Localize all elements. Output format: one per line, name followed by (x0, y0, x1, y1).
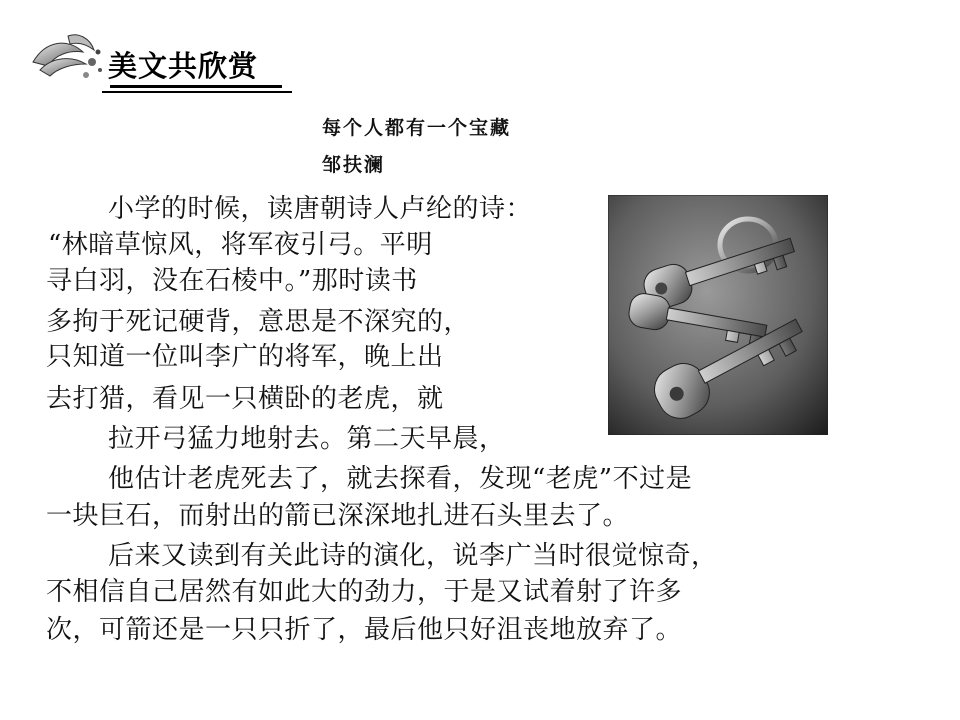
article-title: 每个人都有一个宝藏 (322, 117, 512, 139)
text-line: “林暗草惊风，将军夜引弓。平明 (48, 230, 433, 260)
text-line: 多拘于死记硬背，意思是不深究的， (46, 307, 471, 337)
text-line: 一块巨石，而射出的箭已深深地扎进石头里去了。 (46, 501, 630, 531)
title-underline (110, 85, 282, 88)
text-line: 只知道一位叫李广的将军，晚上出 (46, 342, 444, 372)
keys-photo (608, 195, 828, 435)
text-line: 去打猎，看见一只横卧的老虎，就 (46, 384, 444, 414)
section-header (28, 30, 298, 100)
title-underline-secondary (102, 91, 292, 93)
text-line: 他估计老虎死去了，就去探看，发现“老虎”不过是 (108, 464, 693, 494)
text-line: 后来又读到有关此诗的演化，说李广当时很觉惊奇， (108, 541, 718, 571)
keys-icon (608, 195, 828, 435)
text-line: 不相信自己居然有如此大的劲力，于是又试着射了许多 (46, 577, 683, 607)
text-line: 次，可箭还是一只只折了，最后他只好沮丧地放弃了。 (46, 615, 683, 645)
text-line: 小学的时候，读唐朝诗人卢纶的诗： (108, 194, 533, 224)
ink-splash-icon (28, 30, 108, 90)
text-line: 拉开弓猛力地射去。第二天早晨， (108, 424, 506, 454)
article-author: 邹扶澜 (322, 154, 386, 176)
text-line: 寻白羽，没在石棱中。”那时读书 (46, 266, 418, 296)
section-title: 美文共欣赏 (108, 49, 259, 83)
